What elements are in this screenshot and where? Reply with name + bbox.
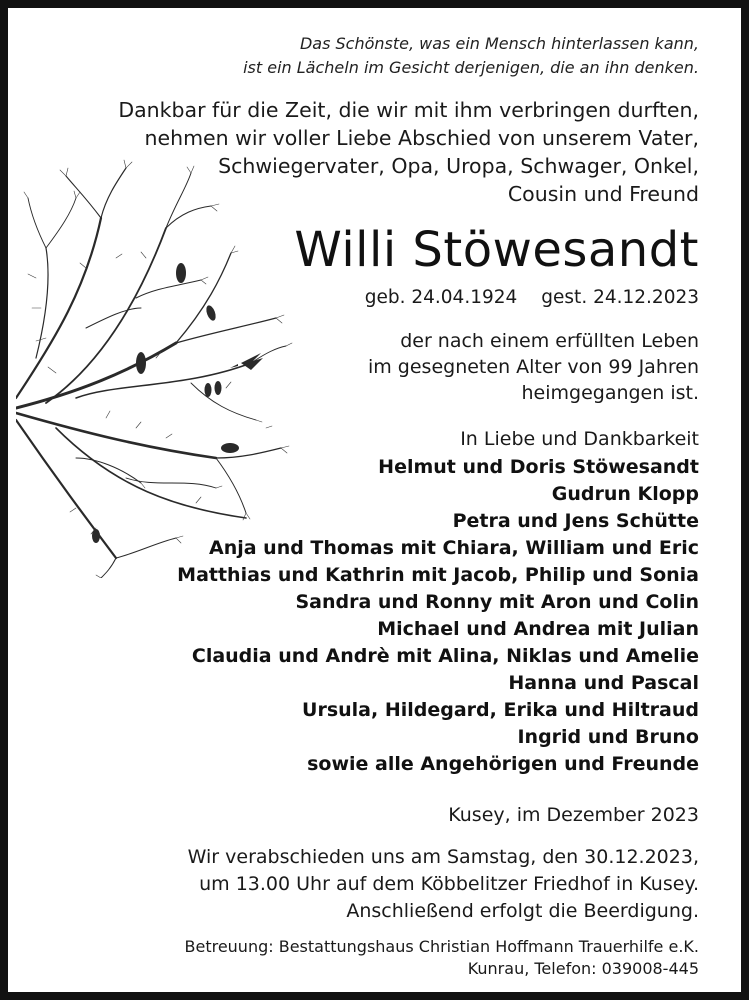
mourner-line: Anja und Thomas mit Chiara, William und Eric	[208, 537, 699, 559]
intro-line: Cousin und Freund	[507, 182, 699, 206]
mourner-line: Sandra und Ronny mit Aron und Colin	[295, 591, 699, 613]
life-text-line: der nach einem erfüllten Leben	[400, 330, 699, 352]
mourner-line: Helmut und Doris Stöwesandt	[378, 456, 699, 478]
intro-line: Dankbar für die Zeit, die wir mit ihm verbringen durften,	[118, 98, 699, 122]
funeral-home-phone: Kunrau, Telefon: 039008-445	[467, 959, 699, 978]
life-text-line: im gesegneten Alter von 99 Jahren	[367, 356, 699, 378]
funeral-line: Wir verabschieden uns am Samstag, den 30.12.2023,	[187, 846, 699, 868]
quote-line: Das Schönste, was ein Mensch hinterlassen kann,	[299, 34, 699, 53]
mourner-line: Ingrid und Bruno	[517, 726, 699, 748]
mourner-line: Ursula, Hildegard, Erika und Hiltraud	[302, 699, 699, 721]
mourner-line: Matthias und Kathrin mit Jacob, Philip und Sonia	[177, 564, 699, 586]
intro-line: nehmen wir voller Liebe Abschied von unserem Vater,	[144, 126, 699, 150]
mourner-line: Hanna und Pascal	[508, 672, 699, 694]
life-dates	[365, 286, 699, 310]
birth-date: geb. 24.04.1924	[364, 287, 518, 308]
mourners-list	[177, 454, 699, 778]
quote-line: ist ein Lächeln im Gesicht derjenigen, die an ihn denken.	[243, 58, 699, 77]
death-date: gest. 24.12.2023	[541, 287, 699, 308]
mourners-intro: In Liebe und Dankbarkeit	[460, 428, 699, 450]
mourner-line: Michael und Andrea mit Julian	[377, 618, 699, 640]
mourner-line: Claudia und Andrè mit Alina, Niklas und Amelie	[191, 645, 699, 667]
funeral-home-line: Betreuung: Bestattungshaus Christian Hoffmann Trauerhilfe e.K.	[184, 937, 699, 956]
deceased-name: Willi Stöwesandt	[294, 222, 699, 278]
intro-line: Schwiegervater, Opa, Uropa, Schwager, Onkel,	[218, 154, 699, 178]
funeral-line: um 13.00 Uhr auf dem Köbbelitzer Friedhof in Kusey.	[199, 873, 699, 895]
mourner-line: Petra und Jens Schütte	[452, 510, 699, 532]
life-text-line: heimgegangen ist.	[521, 382, 699, 404]
place-date: Kusey, im Dezember 2023	[448, 804, 699, 826]
funeral-line: Anschließend erfolgt die Beerdigung.	[346, 900, 699, 922]
mourner-line: sowie alle Angehörigen und Freunde	[307, 753, 699, 775]
mourner-line: Gudrun Klopp	[551, 483, 699, 505]
